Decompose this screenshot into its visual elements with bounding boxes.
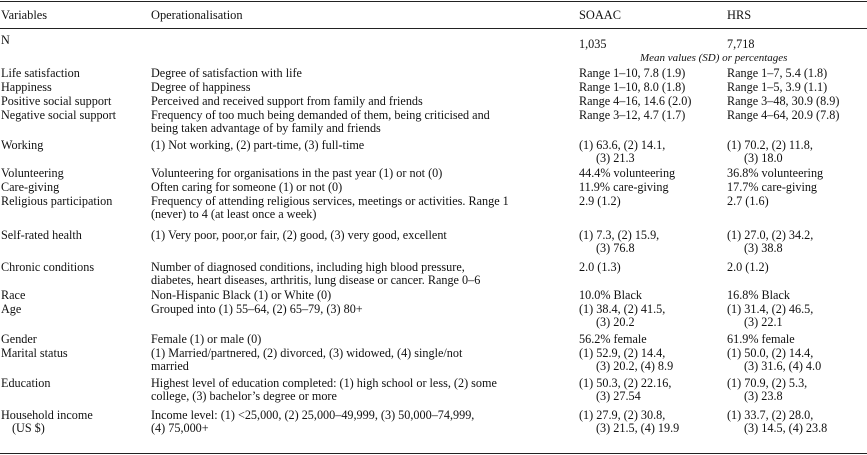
- cell-operationalisation: being taken advantage of by family and friends: [151, 121, 381, 135]
- cell-variable: Gender: [1, 332, 37, 346]
- cell-soaac: (1) 63.6, (2) 14.1,: [579, 138, 666, 152]
- cell-soaac: (3) 21.3: [596, 151, 635, 165]
- cell-soaac: (1) 27.9, (2) 30.8,: [579, 408, 666, 422]
- cell-variable: Household income: [1, 408, 93, 422]
- cell-operationalisation: Degree of satisfaction with life: [151, 66, 302, 80]
- cell-operationalisation: Income level: (1) <25,000, (2) 25,000–49,999, (3) 50,000–74,999,: [151, 408, 475, 422]
- cell-operationalisation: (1) Very poor, poor,or fair, (2) good, (3) very good, excellent: [151, 228, 447, 242]
- cell-operationalisation: diabetes, heart diseases, arthritis, lung disease or cancer. Range 0–6: [151, 273, 481, 287]
- cell-operationalisation: college, (3) bachelor’s degree or more: [151, 389, 337, 403]
- cell-hrs: (1) 31.4, (2) 46.5,: [727, 302, 814, 316]
- cell-operationalisation: married: [151, 359, 189, 373]
- cell-variable: Care-giving: [1, 180, 60, 194]
- n-soaac: 1,035: [579, 37, 607, 51]
- cell-operationalisation: (4) 75,000+: [151, 421, 209, 435]
- cell-hrs: (3) 14.5, (4) 23.8: [744, 421, 828, 435]
- cell-operationalisation: Number of diagnosed conditions, including high blood pressure,: [151, 260, 465, 274]
- cell-operationalisation: Volunteering for organisations in the past year (1) or not (0): [151, 166, 443, 180]
- cell-soaac: (3) 20.2, (4) 8.9: [596, 359, 674, 373]
- cell-hrs: (1) 27.0, (2) 34.2,: [727, 228, 814, 242]
- cell-variable: Volunteering: [1, 166, 64, 180]
- cell-hrs: 36.8% volunteering: [727, 166, 824, 180]
- cell-soaac: (3) 76.8: [596, 241, 635, 255]
- cell-hrs: (3) 23.8: [744, 389, 783, 403]
- cell-operationalisation: Non-Hispanic Black (1) or White (0): [151, 288, 332, 302]
- cell-hrs: 61.9% female: [727, 332, 795, 346]
- cell-soaac: 2.0 (1.3): [579, 260, 621, 274]
- cell-operationalisation: Highest level of education completed: (1) high school or less, (2) some: [151, 376, 497, 390]
- cell-soaac: (3) 21.5, (4) 19.9: [596, 421, 680, 435]
- cell-operationalisation: Degree of happiness: [151, 80, 251, 94]
- cell-soaac: Range 1–10, 7.8 (1.9): [579, 66, 686, 80]
- cell-soaac: 2.9 (1.2): [579, 194, 621, 208]
- cell-hrs: (1) 33.7, (2) 28.0,: [727, 408, 814, 422]
- n-hrs: 7,718: [727, 37, 755, 51]
- cell-soaac: 44.4% volunteering: [579, 166, 676, 180]
- cell-operationalisation: (1) Married/partnered, (2) divorced, (3) widowed, (4) single/not: [151, 346, 463, 360]
- cell-variable: Happiness: [1, 80, 52, 94]
- cell-hrs: (1) 50.0, (2) 14.4,: [727, 346, 814, 360]
- cell-operationalisation: Female (1) or male (0): [151, 332, 262, 346]
- header-hrs: HRS: [727, 8, 752, 22]
- cell-operationalisation: Often caring for someone (1) or not (0): [151, 180, 343, 194]
- cell-hrs: Range 3–48, 30.9 (8.9): [727, 94, 840, 108]
- cell-operationalisation: Frequency of attending religious services, meetings or activities. Range 1: [151, 194, 509, 208]
- cell-variable: Marital status: [1, 346, 68, 360]
- n-label: N: [1, 33, 10, 47]
- cell-soaac: 10.0% Black: [579, 288, 642, 302]
- cell-variable: Age: [1, 302, 22, 316]
- cell-variable: Working: [1, 138, 44, 152]
- cell-hrs: (3) 38.8: [744, 241, 783, 255]
- header-variables: Variables: [1, 8, 48, 22]
- header-operationalisation: Operationalisation: [151, 8, 243, 22]
- cell-soaac: (1) 7.3, (2) 15.9,: [579, 228, 660, 242]
- cell-variable: Negative social support: [1, 108, 117, 122]
- cell-hrs: 17.7% care-giving: [727, 180, 818, 194]
- cell-operationalisation: (1) Not working, (2) part-time, (3) full-time: [151, 138, 365, 152]
- cell-hrs: (3) 22.1: [744, 315, 783, 329]
- cell-variable: Life satisfaction: [1, 66, 80, 80]
- cell-hrs: Range 4–64, 20.9 (7.8): [727, 108, 840, 122]
- cell-hrs: (1) 70.9, (2) 5.3,: [727, 376, 808, 390]
- cell-hrs: (1) 70.2, (2) 11.8,: [727, 138, 813, 152]
- cell-hrs: (3) 18.0: [744, 151, 783, 165]
- cell-soaac: Range 1–10, 8.0 (1.8): [579, 80, 686, 94]
- cell-variable: (US $): [12, 421, 45, 435]
- cell-soaac: Range 3–12, 4.7 (1.7): [579, 108, 686, 122]
- cell-variable: Religious participation: [1, 194, 113, 208]
- cell-operationalisation: (never) to 4 (at least once a week): [151, 207, 317, 221]
- cell-hrs: 2.7 (1.6): [727, 194, 769, 208]
- cell-operationalisation: Frequency of too much being demanded of them, being criticised and: [151, 108, 490, 122]
- cell-hrs: Range 1–7, 5.4 (1.8): [727, 66, 828, 80]
- cell-hrs: (3) 31.6, (4) 4.0: [744, 359, 822, 373]
- cell-soaac: (1) 38.4, (2) 41.5,: [579, 302, 666, 316]
- top-rule: [0, 1, 867, 2]
- header-rule: [0, 28, 867, 29]
- cell-variable: Positive social support: [1, 94, 112, 108]
- cell-soaac: (3) 20.2: [596, 315, 635, 329]
- header-soaac: SOAAC: [579, 8, 621, 22]
- cell-variable: Chronic conditions: [1, 260, 95, 274]
- cell-hrs: 16.8% Black: [727, 288, 790, 302]
- cell-hrs: Range 1–5, 3.9 (1.1): [727, 80, 828, 94]
- cell-soaac: (1) 50.3, (2) 22.16,: [579, 376, 672, 390]
- cell-operationalisation: Grouped into (1) 55–64, (2) 65–79, (3) 80+: [151, 302, 363, 316]
- cell-operationalisation: Perceived and received support from family and friends: [151, 94, 423, 108]
- cell-soaac: (3) 27.54: [596, 389, 641, 403]
- bottom-rule: [0, 453, 867, 454]
- stats-subtitle: Mean values (SD) or percentages: [640, 52, 788, 64]
- cell-hrs: 2.0 (1.2): [727, 260, 769, 274]
- cell-soaac: (1) 52.9, (2) 14.4,: [579, 346, 666, 360]
- cell-soaac: 11.9% care-giving: [579, 180, 669, 194]
- cell-variable: Race: [1, 288, 26, 302]
- cell-variable: Self-rated health: [1, 228, 82, 242]
- cell-soaac: Range 4–16, 14.6 (2.0): [579, 94, 692, 108]
- cell-variable: Education: [1, 376, 51, 390]
- cell-soaac: 56.2% female: [579, 332, 647, 346]
